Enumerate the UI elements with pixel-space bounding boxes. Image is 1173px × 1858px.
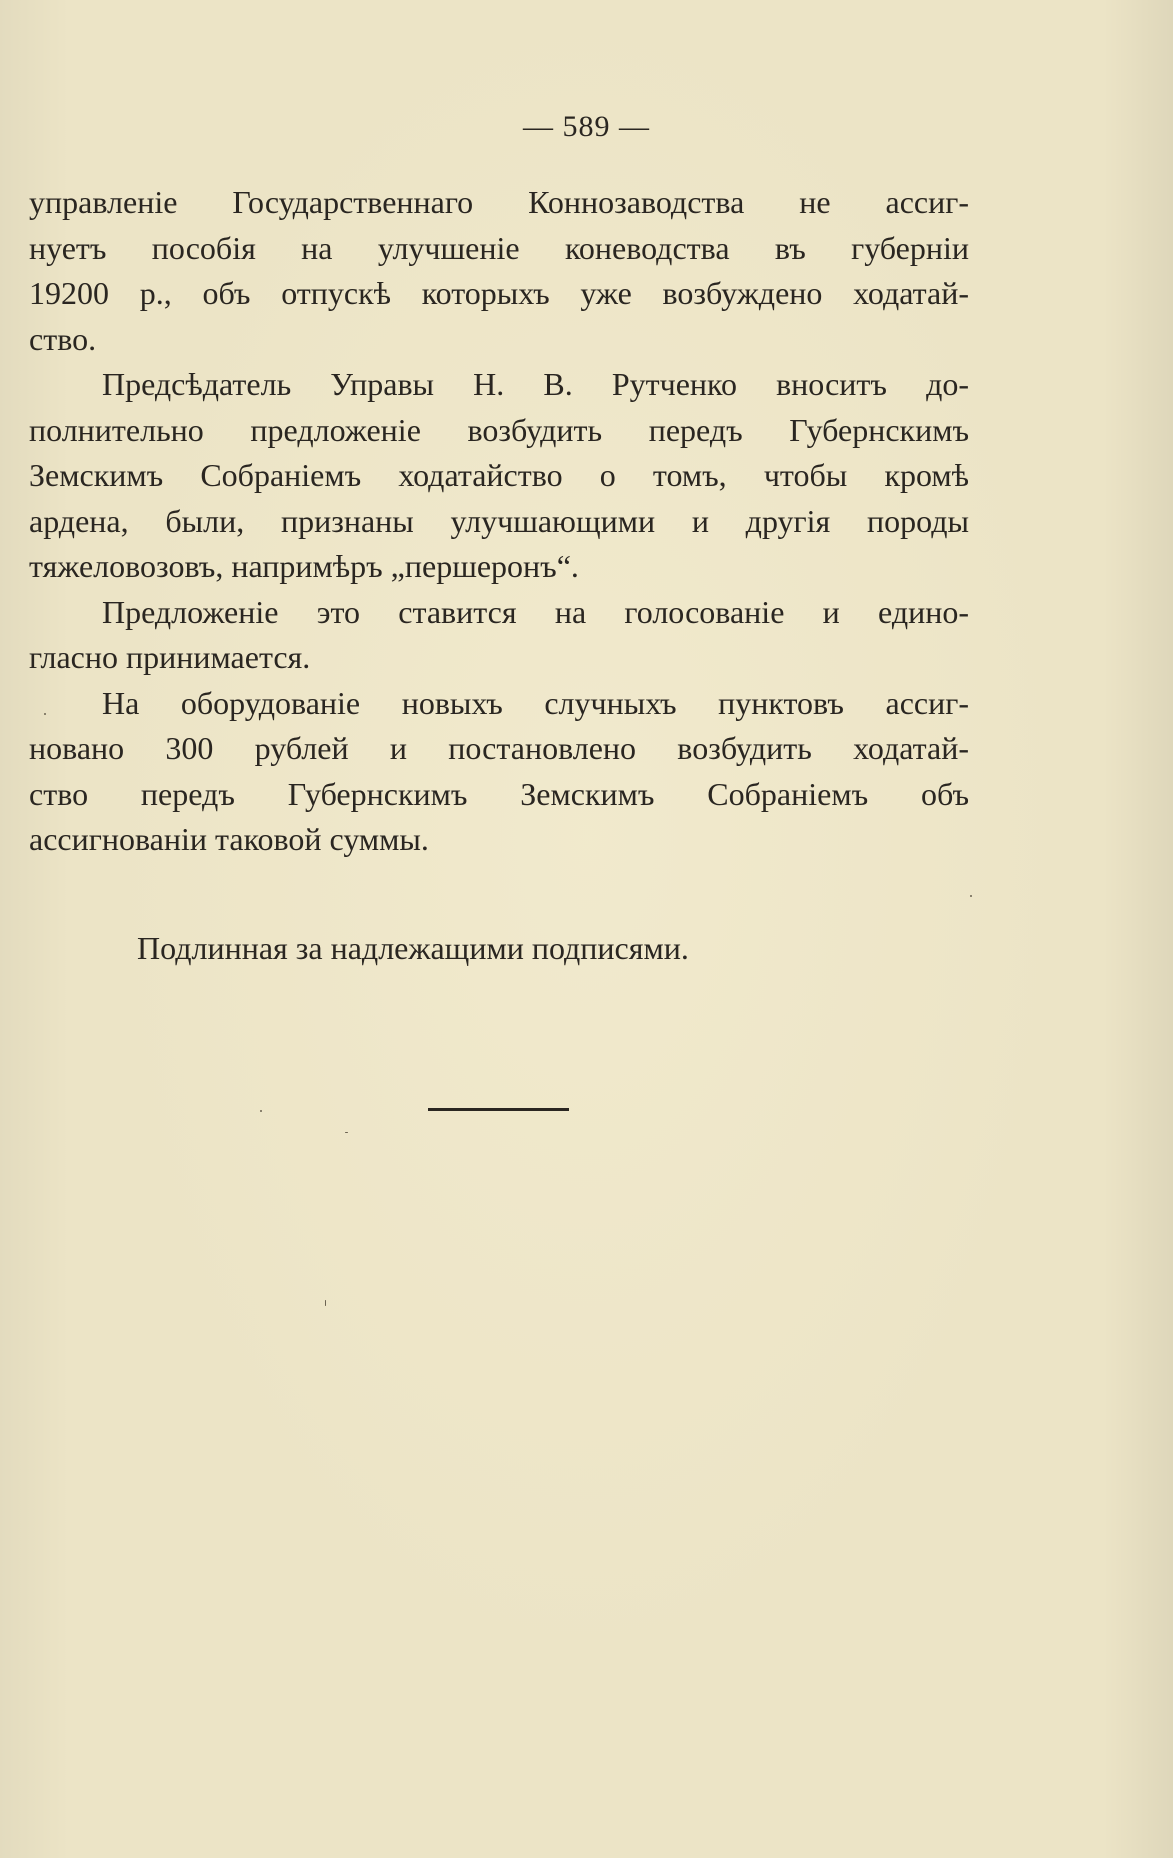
text-line: гласно принимается.	[29, 639, 311, 675]
text-line: полнительно предложеніе возбудить передъ Губернскимъ	[29, 411, 969, 448]
paper-speck	[325, 1300, 326, 1306]
text-line: ардена, были, признаны улучшающими и другія породы	[29, 502, 969, 539]
paper-speck	[260, 1110, 262, 1112]
page-number: — 589 —	[523, 110, 650, 143]
text-line: На оборудованіе новыхъ случныхъ пунктовъ ассиг-	[102, 684, 969, 721]
paper-speck	[970, 895, 972, 897]
paper-speck	[44, 713, 46, 715]
text-line: ство.	[29, 320, 97, 357]
body-text	[29, 180, 969, 863]
text-line: Предложеніе это ставится на голосованіе и едино-	[102, 593, 969, 630]
text-line: ство передъ Губернскимъ Земскимъ Собраніемъ объ	[29, 775, 969, 812]
text-line: нуетъ пособія на улучшеніе коневодства въ губерніи	[29, 229, 969, 266]
closing-note: Подлинная за надлежащими подписями.	[137, 930, 689, 966]
end-rule	[428, 1108, 569, 1111]
text-line: ассигнованіи таковой суммы.	[29, 821, 429, 857]
text-line: управленіе Государственнаго Коннозаводства не ассиг-	[29, 184, 969, 220]
text-line: новано 300 рублей и постановлено возбудить ходатай-	[29, 730, 969, 766]
paper-speck	[345, 1132, 348, 1133]
text-line: Предсѣдатель Управы Н. В. Рутченко вноситъ до-	[102, 366, 969, 402]
text-line: тяжеловозовъ, напримѣръ „першеронъ“.	[29, 548, 579, 584]
text-line: Земскимъ Собраніемъ ходатайство о томъ, чтобы кромѣ	[29, 457, 969, 493]
text-line: 19200 р., объ отпускѣ которыхъ уже возбуждено ходатай-	[29, 275, 969, 311]
